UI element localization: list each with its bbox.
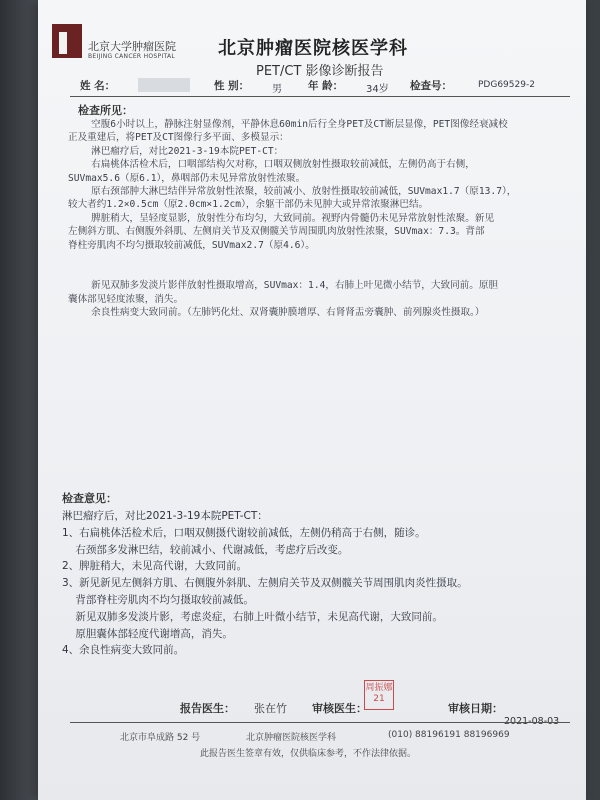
reporter-name: 张在竹: [254, 702, 287, 715]
findings-line: 右扁桃体活检术后，口咽部结构欠对称，口咽双侧放射性摄取较前减低，左侧仍高于右侧，: [68, 159, 475, 171]
logo-english-name: BEIJING CANCER HOSPITAL: [88, 53, 176, 60]
report-title: PET/CT 影像诊断报告: [256, 64, 384, 79]
findings-line: 淋巴瘤疗后，对比2021-3-19本院PET-CT：: [68, 145, 284, 157]
reporter-label: 报告医生：: [180, 702, 235, 715]
findings-line: 空腹6小时以上，静脉注射显像剂，平静休息60min后行全身PET及CT断层显像，PET图像经衰减校: [68, 119, 508, 130]
conclusion-line: 3、新见新见左侧斜方肌、右侧腹外斜肌、左侧肩关节及双侧髋关节周围肌肉炎性摄取。: [62, 577, 468, 590]
conclusion-line: 右颈部多发淋巴结，较前减小、代谢减低，考虑疗后改变。: [62, 543, 349, 556]
footer-disclaimer: 此报告医生签章有效，仅供临床参考，不作法律依据。: [200, 749, 417, 759]
conclusion-line: 4、余良性病变大致同前。: [62, 644, 185, 657]
age-value: 34岁: [366, 84, 389, 95]
footer-phone: (010) 88196191 88196969: [388, 730, 510, 740]
findings-line: SUVmax5.6（原6.1），鼻咽部仍未见异常放射性浓聚。: [68, 172, 306, 184]
conclusion-line: 2、脾脏稍大，未见高代谢，大致同前。: [62, 560, 248, 573]
findings-line: 囊体部见轻度浓聚，消失。: [68, 293, 184, 305]
findings-line: 余良性病变大致同前。（左肺钙化灶、双肾囊肿膜增厚、右肾肾盂旁囊肿、前列腺炎性摄取。）: [68, 307, 485, 319]
name-label: 姓 名：: [80, 80, 116, 92]
exam-no-label: 检查号：: [410, 80, 452, 92]
reviewer-label: 审核医生：: [312, 702, 367, 715]
conclusion-line: 背部脊柱旁肌肉不均匀摄取较前减低。: [62, 594, 254, 606]
findings-line: 新见双肺多发淡片影伴放射性摄取增高，SUVmax：1.4，右肺上叶见微小结节，大致同前。原胆: [68, 280, 499, 292]
background-edge: [0, 0, 38, 800]
logo-chinese-name: 北京大学肿瘤医院: [88, 40, 176, 53]
findings-line: 正及重建后，将PET及CT图像行多平面、多模显示：: [68, 132, 289, 144]
conclusion-line: 原胆囊体部轻度代谢增高，消失。: [62, 627, 233, 640]
divider-top: [70, 96, 570, 97]
conclusion-line: 淋巴瘤疗后，对比2021-3-19本院PET-CT：: [62, 510, 268, 522]
age-label: 年 龄：: [308, 80, 344, 92]
review-date-label: 审核日期：: [448, 702, 503, 715]
reviewer-stamp: 周振娜 21: [364, 680, 394, 710]
hospital-logo-icon: [52, 24, 82, 58]
conclusion-line: 1、右扁桃体活检术后，口咽双侧摄代谢较前减低，左侧仍稍高于右侧，随诊。: [62, 526, 426, 539]
footer-dept: 北京肿瘤医院核医学科: [246, 733, 337, 743]
divider-bottom: [70, 722, 570, 723]
exam-no-value: PDG69529-2: [478, 80, 535, 90]
findings-line: 脾脏稍大，呈轻度显影，放射性分布均匀，大致同前。视野内骨髓仍未见异常放射性浓聚。新见: [68, 212, 495, 224]
findings-line: 原右颈部肿大淋巴结伴异常放射性浓聚，较前减小、放射性摄取较前减低，SUVmax1.7（原13.7），: [68, 186, 517, 197]
conclusion-line: 新见双肺多发淡片影，考虑炎症，右肺上叶微小结节，未见高代谢，大致同前。: [62, 610, 443, 623]
findings-line: 左侧斜方肌、右侧腹外斜肌、左侧肩关节及双侧髋关节周围肌肉放射性浓聚，SUVmax：7.3。背部: [68, 226, 485, 238]
footer-address: 北京市阜成路 52 号: [120, 733, 201, 743]
sex-value: 男: [272, 84, 282, 95]
sex-label: 性 别：: [214, 80, 250, 92]
conclusion-title: 检查意见：: [62, 492, 117, 505]
hospital-title: 北京肿瘤医院核医学科: [218, 38, 408, 59]
findings-line: 较大者约1.2×0.5cm（原2.0cm×1.2cm），余躯干部仍未见肿大或异常浓聚淋巴结。: [68, 199, 429, 211]
findings-title: 检查所见：: [78, 104, 133, 117]
findings-line: 脊柱旁肌肉不均匀摄取较前减低，SUVmax2.7（原4.6）。: [68, 239, 315, 251]
name-redacted: [138, 78, 190, 92]
